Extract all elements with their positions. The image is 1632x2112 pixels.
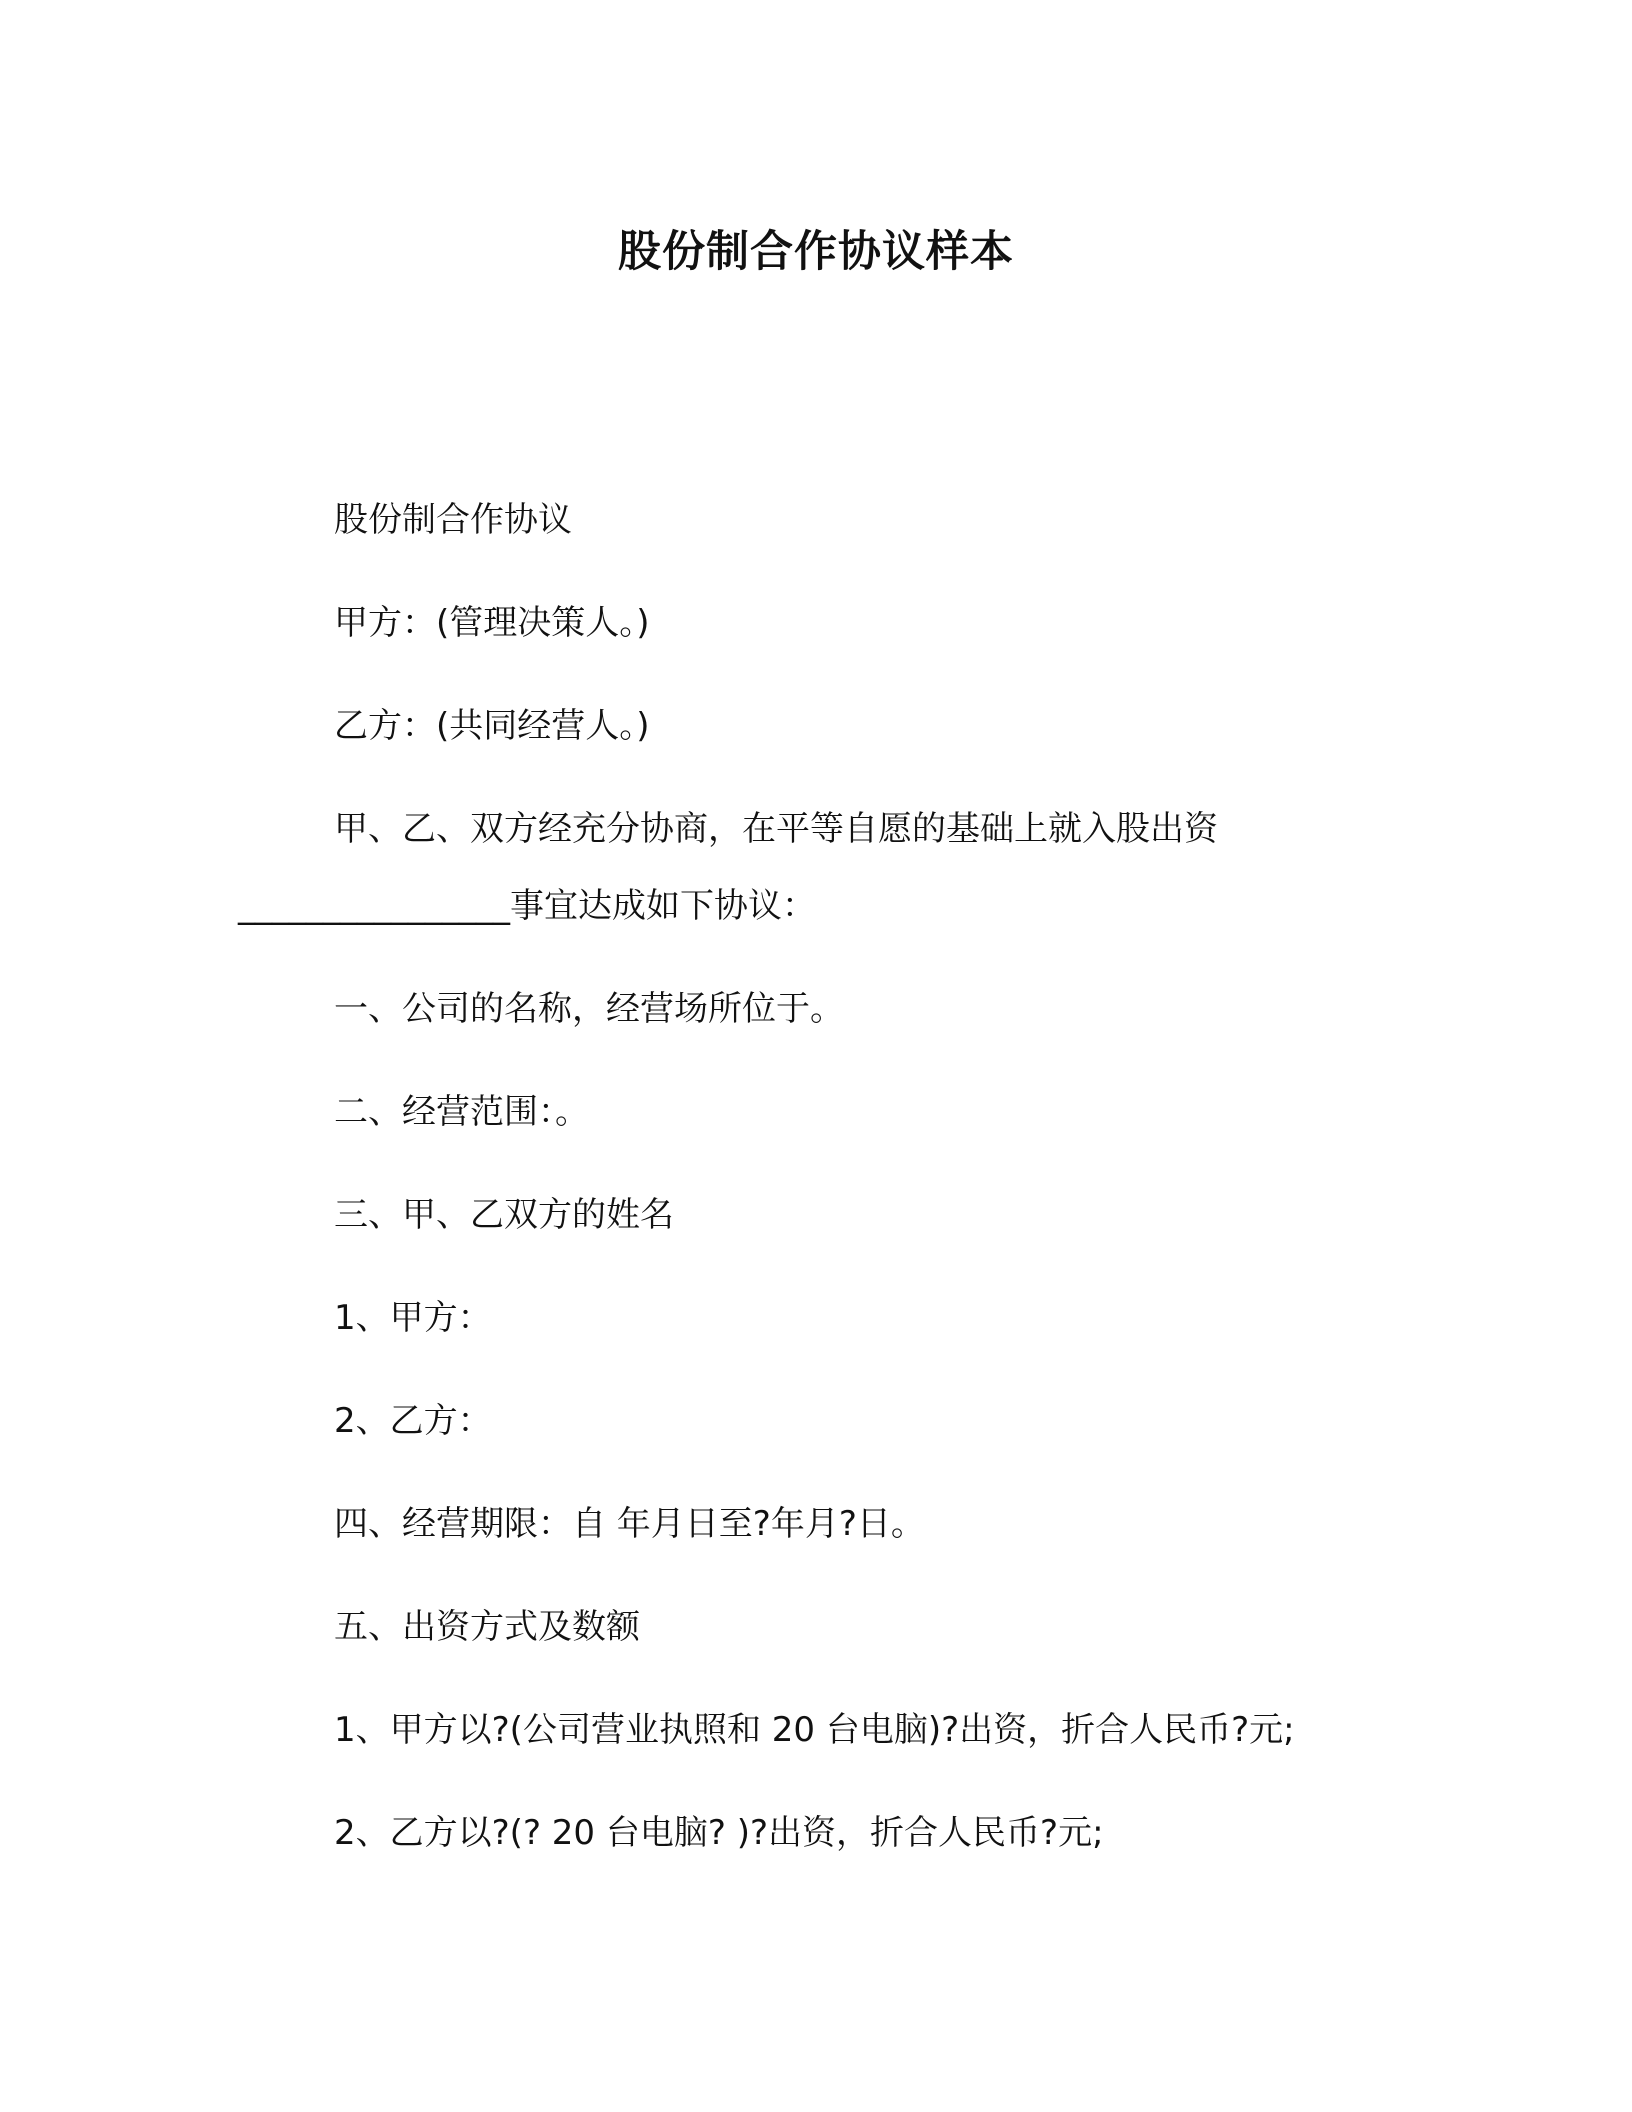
clause-5-item-1: 1、甲方以?(公司营业执照和 20 台电脑)?出资，折合人民币?元; (334, 1710, 1295, 1750)
agreement-heading: 股份制合作协议 (334, 500, 572, 540)
clause-5-contribution: 五、出资方式及数额 (334, 1607, 640, 1647)
clause-3-item-1: 1、甲方： (334, 1298, 492, 1338)
clause-2-business-scope: 二、经营范围：。 (334, 1092, 589, 1132)
clause-1-company-name: 一、公司的名称，经营场所位于。 (334, 989, 844, 1029)
party-b-line: 乙方：(共同经营人。) (334, 706, 650, 746)
clause-5-item-2: 2、乙方以?(? 20 台电脑? )?出资，折合人民币?元; (334, 1813, 1104, 1853)
party-a-line: 甲方：(管理决策人。) (334, 603, 650, 643)
clause-3-item-2: 2、乙方： (334, 1401, 492, 1441)
document-title: 股份制合作协议样本 (618, 227, 1014, 277)
preamble-line-2: ________________事宜达成如下协议： (238, 886, 816, 926)
preamble-line-1: 甲、乙、双方经充分协商，在平等自愿的基础上就入股出资 (334, 809, 1218, 849)
clause-4-term: 四、经营期限：自 年月日至?年月?日。 (334, 1504, 925, 1544)
clause-3-party-names: 三、甲、乙双方的姓名 (334, 1195, 674, 1235)
